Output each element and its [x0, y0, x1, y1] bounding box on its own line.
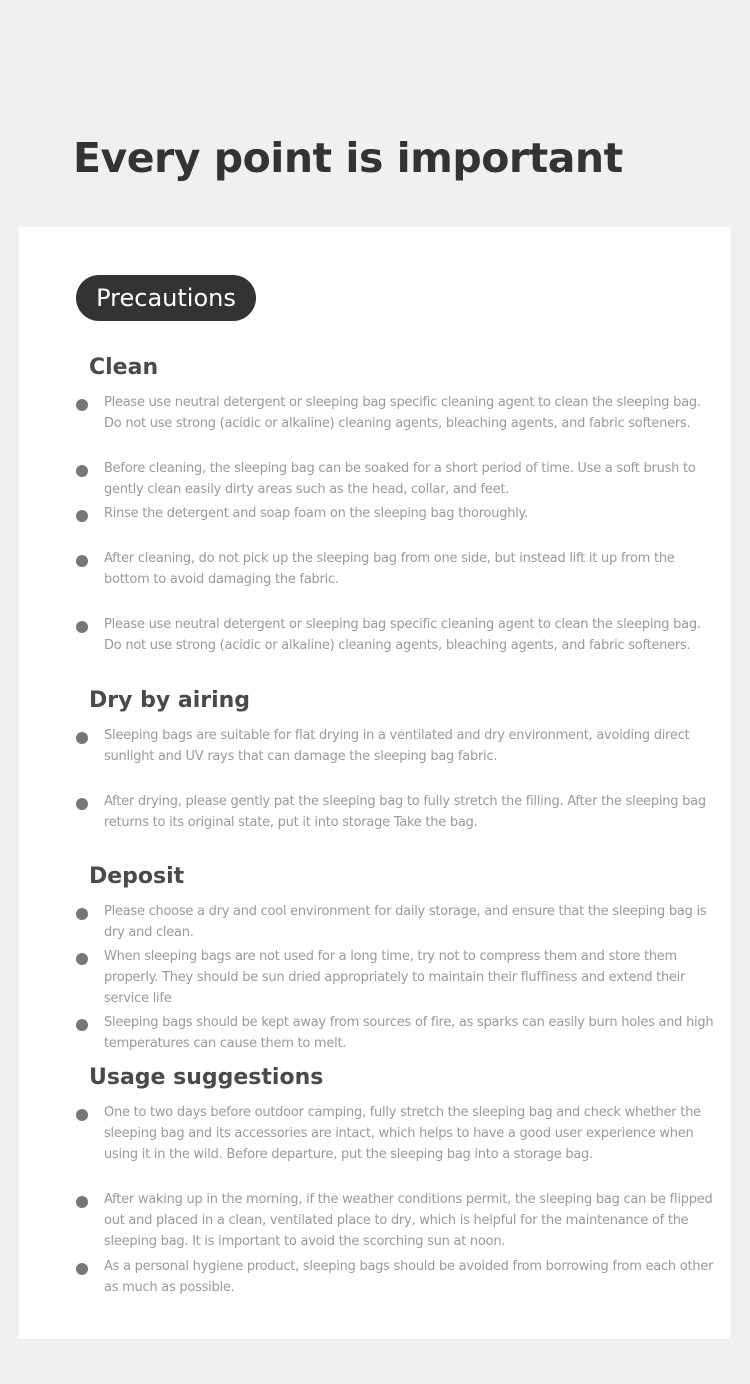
section-title-deposit: Deposit — [89, 864, 185, 889]
bullet-icon — [76, 798, 88, 810]
list-item-text: One to two days before outdoor camping, fully stretch the sleeping bag and check whether the sleeping bag and its accessories are intact, which helps to have a good user experience when using it in the wild. Before departure, put the sleeping bag into a storage bag. — [104, 1105, 701, 1162]
bullet-icon — [76, 399, 88, 411]
section-title-usage: Usage suggestions — [89, 1065, 324, 1090]
list-item-text: Please use neutral detergent or sleeping bag specific cleaning agent to clean the sleeping bag. Do not use strong (acidic or alkaline) cleaning agents, bleaching agents, and fabric softeners. — [104, 617, 701, 653]
bullet-icon — [76, 510, 88, 522]
list-item-text: As a personal hygiene product, sleeping bags should be avoided from borrowing from each other as much as possible. — [104, 1259, 714, 1295]
bullet-icon — [76, 465, 88, 477]
bullet-icon — [76, 732, 88, 744]
precautions-badge: Precautions — [76, 275, 256, 321]
page-headline: Every point is important — [73, 134, 623, 182]
list-item-text: Please choose a dry and cool environment for daily storage, and ensure that the sleeping bag is dry and clean. — [104, 904, 707, 940]
list-item-text: Sleeping bags are suitable for flat drying in a ventilated and dry environment, avoiding direct sunlight and UV rays that can damage the sleeping bag fabric. — [104, 728, 690, 764]
list-item-text: Before cleaning, the sleeping bag can be soaked for a short period of time. Use a soft brush to gently clean easily dirty areas such as the head, collar, and feet. — [104, 461, 696, 497]
bullet-icon — [76, 621, 88, 633]
list-item-text: After waking up in the morning, if the weather conditions permit, the sleeping bag can be flipped out and placed in a clean, ventilated place to dry, which is helpful for the maintenance of the sleeping bag. It is important to avoid the scorching sun at noon. — [104, 1192, 713, 1249]
bullet-icon — [76, 1019, 88, 1031]
list-item-text: After cleaning, do not pick up the sleeping bag from one side, but instead lift it up from the bottom to avoid damaging the fabric. — [104, 551, 675, 587]
bullet-icon — [76, 908, 88, 920]
bullet-icon — [76, 1109, 88, 1121]
bullet-icon — [76, 1196, 88, 1208]
bullet-icon — [76, 953, 88, 965]
bullet-icon — [76, 1263, 88, 1275]
section-title-clean: Clean — [89, 355, 159, 380]
list-item-text: After drying, please gently pat the sleeping bag to fully stretch the filling. After the sleeping bag returns to its original state, put it into storage Take the bag. — [104, 794, 706, 830]
list-item-text: When sleeping bags are not used for a long time, try not to compress them and store them properly. They should be sun dried appropriately to maintain their fluffiness and extend their service life — [104, 949, 686, 1006]
bullet-icon — [76, 555, 88, 567]
section-title-dry: Dry by airing — [89, 688, 251, 713]
list-item-text: Rinse the detergent and soap foam on the sleeping bag thoroughly. — [104, 506, 529, 521]
list-item-text: Please use neutral detergent or sleeping bag specific cleaning agent to clean the sleeping bag. Do not use strong (acidic or alkaline) cleaning agents, bleaching agents, and fabric softeners. — [104, 395, 701, 431]
list-item-text: Sleeping bags should be kept away from sources of fire, as sparks can easily burn holes and high temperatures can cause them to melt. — [104, 1015, 714, 1051]
